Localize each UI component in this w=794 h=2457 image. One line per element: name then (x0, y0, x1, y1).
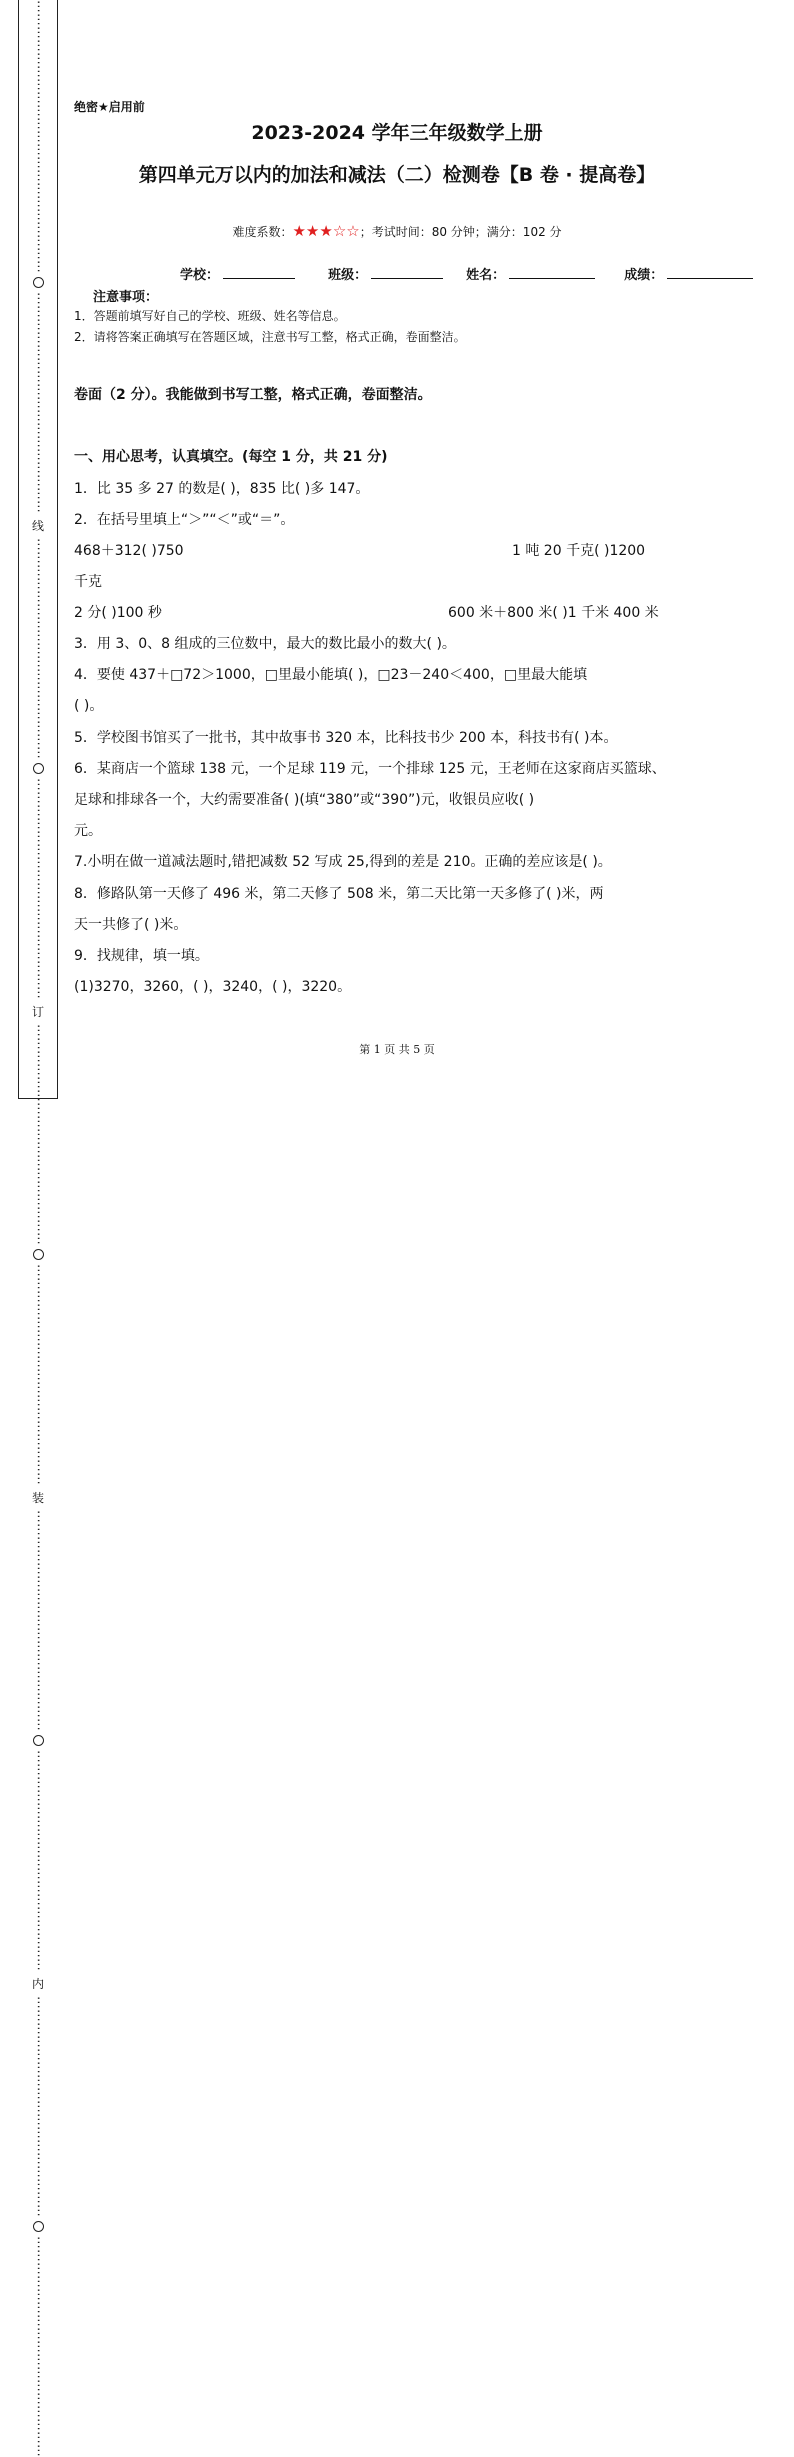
question-2: 2．在括号里填上“＞”“＜”或“＝”。 (74, 512, 295, 528)
question-2a: 468＋312( )750 (74, 543, 184, 559)
student-info-fields (180, 264, 753, 283)
question-2c: 2 分( )100 秒 (74, 605, 162, 621)
section-heading: 一、用心思考，认真填空。(每空 1 分，共 21 分) (74, 449, 388, 465)
question-1: 1．比 35 多 27 的数是( )，835 比( )多 147。 (74, 481, 370, 497)
note-item: 2．请将答案正确填写在答题区域，注意书写工整，格式正确，卷面整洁。 (74, 330, 466, 344)
binding-char: 订 (31, 1005, 44, 1019)
question-2d: 600 米＋800 米( )1 千米 400 米 (448, 605, 659, 621)
question-7: 7.小明在做一道减法题时,错把减数 52 写成 25,得到的差是 210。正确的差应该是( )。 (74, 854, 612, 870)
question-9-part-1: (1)3270，3260，( )，3240，( )，3220。 (74, 979, 352, 995)
dotted-line: ⋯⋯⋯⋯⋯⋯⋯⋯⋯⋯⋯⋯⋯⋯⋯⋯⋯ (30, 292, 46, 513)
difficulty-stars-filled: ★★★ (292, 222, 333, 240)
binding-hole-icon (33, 277, 44, 288)
question-2b: 1 吨 20 千克( )1200 (512, 543, 646, 559)
time-score-info: ；考试时间：80 分钟；满分：102 分 (359, 225, 562, 239)
dotted-line: ⋯⋯⋯⋯⋯⋯⋯⋯⋯⋯⋯⋯⋯⋯⋯⋯⋯ (30, 1024, 46, 1245)
binding-char: 装 (31, 1491, 44, 1505)
question-6: 6．某商店一个篮球 138 元，一个足球 119 元，一个排球 125 元，王老师在这家商店买篮球、 (74, 761, 666, 777)
name-field[interactable] (509, 266, 595, 279)
dotted-line: ⋯⋯⋯⋯⋯⋯⋯⋯⋯⋯⋯⋯⋯⋯⋯⋯⋯ (30, 2236, 46, 2457)
question-5: 5．学校图书馆买了一批书，其中故事书 320 本，比科技书少 200 本，科技书有( )本。 (74, 730, 618, 746)
question-3: 3．用 3、0、8 组成的三位数中，最大的数比最小的数大( )。 (74, 636, 456, 652)
binding-hole-icon (33, 763, 44, 774)
exam-meta (0, 222, 794, 240)
page-title: 2023-2024 学年三年级数学上册 (251, 122, 543, 144)
difficulty-stars-empty: ☆☆ (332, 222, 360, 240)
binding-hole-icon (33, 1249, 44, 1260)
class-label: 班级： (328, 268, 368, 283)
question-4: 4．要使 437＋□72＞1000，□里最小能填( )，□23－240＜400，□里最大能填 (74, 667, 588, 683)
dotted-line: ⋯⋯⋯⋯⋯⋯⋯⋯⋯⋯⋯⋯⋯⋯⋯⋯⋯ (30, 778, 46, 999)
question-4-continued: ( )。 (74, 698, 104, 714)
question-8: 8．修路队第一天修了 496 米，第二天修了 508 米，第二天比第一天多修了( )米，两 (74, 886, 604, 902)
binding-char: 线 (31, 519, 44, 533)
page-footer: 第 1 页 共 5 页 (359, 1043, 435, 1056)
school-label: 学校： (180, 268, 220, 283)
name-label: 姓名： (466, 268, 506, 283)
neatness-statement: 卷面（2 分）。我能做到书写工整，格式正确，卷面整洁。 (74, 387, 432, 403)
dotted-line: ⋯⋯⋯⋯⋯⋯⋯⋯⋯⋯⋯⋯⋯⋯⋯⋯⋯ (30, 1510, 46, 1731)
dotted-line: ⋯⋯⋯⋯⋯⋯⋯⋯⋯⋯⋯⋯⋯⋯⋯⋯⋯⋯⋯⋯⋯ (30, 0, 46, 273)
dotted-line: ⋯⋯⋯⋯⋯⋯⋯⋯⋯⋯⋯⋯⋯⋯⋯⋯⋯ (30, 1264, 46, 1485)
dotted-line: ⋯⋯⋯⋯⋯⋯⋯⋯⋯⋯⋯⋯⋯⋯⋯⋯⋯ (30, 1750, 46, 1971)
score-field[interactable] (667, 266, 753, 279)
binding-char: 内 (31, 1977, 44, 1991)
dotted-line: ⋯⋯⋯⋯⋯⋯⋯⋯⋯⋯⋯⋯⋯⋯⋯⋯⋯ (30, 1996, 46, 2217)
question-6-continued-2: 元。 (74, 823, 102, 839)
note-item: 1．答题前填写好自己的学校、班级、姓名等信息。 (74, 309, 346, 323)
dotted-line: ⋯⋯⋯⋯⋯⋯⋯⋯⋯⋯⋯⋯⋯⋯⋯⋯⋯ (30, 538, 46, 759)
page-subtitle: 第四单元万以内的加法和减法（二）检测卷【B 卷 · 提高卷】 (138, 164, 656, 186)
question-2b-continued: 千克 (74, 574, 102, 590)
class-field[interactable] (371, 266, 443, 279)
question-8-continued: 天一共修了( )米。 (74, 917, 188, 933)
binding-hole-icon (33, 1735, 44, 1746)
notes-heading: 注意事项： (93, 290, 159, 305)
score-label: 成绩： (624, 268, 664, 283)
difficulty-label: 难度系数： (232, 225, 293, 239)
school-field[interactable] (223, 266, 295, 279)
question-6-continued: 足球和排球各一个，大约需要准备( )(填“380”或“390”)元，收银员应收( ) (74, 792, 535, 808)
binding-hole-icon (33, 2221, 44, 2232)
confidential-label: 绝密★启用前 (74, 100, 145, 114)
question-9: 9．找规律，填一填。 (74, 948, 209, 964)
